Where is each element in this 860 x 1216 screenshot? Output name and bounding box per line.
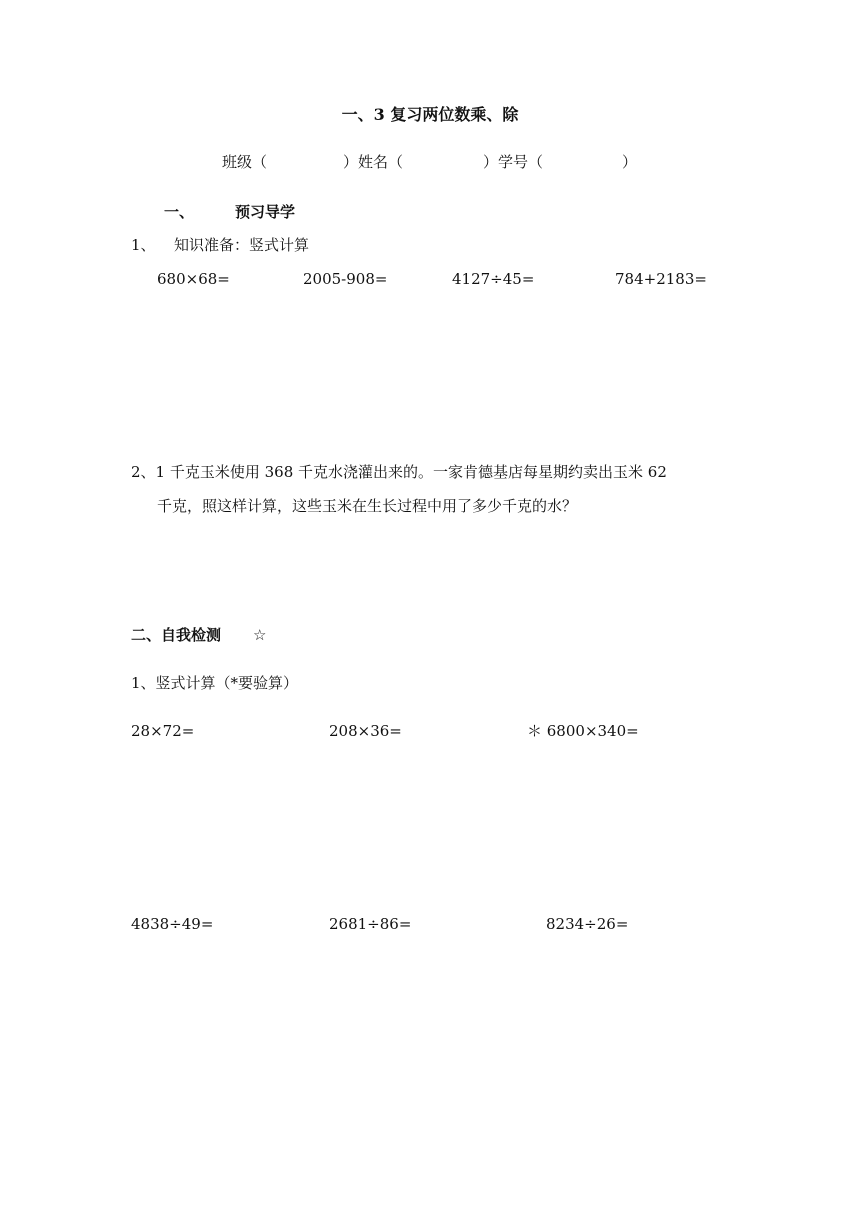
q1-text: 知识准备：竖式计算 bbox=[174, 236, 310, 254]
star-icon: ☆ bbox=[253, 626, 267, 644]
section2-title: 二、自我检测 bbox=[131, 626, 222, 644]
expression: 4127÷45= bbox=[452, 270, 535, 288]
expression: 680×68= bbox=[157, 270, 230, 288]
expression: 2681÷86= bbox=[329, 915, 412, 933]
expression: 2005-908= bbox=[303, 270, 388, 288]
section1-title: 预习导学 bbox=[235, 203, 296, 221]
q1-number: 1、 bbox=[131, 236, 156, 254]
student-number-label: ）学号（ bbox=[483, 153, 544, 171]
closing-parenthesis: ） bbox=[622, 153, 638, 171]
q2-line2: 千克，照这样计算，这些玉米在生长过程中用了多少千克的水？ bbox=[157, 497, 578, 515]
page-title: 一、3 复习两位数乘、除 bbox=[341, 105, 519, 124]
expression: 8234÷26= bbox=[546, 915, 629, 933]
section1-number: 一、 bbox=[164, 203, 195, 221]
expression: 4838÷49= bbox=[131, 915, 214, 933]
q2-line1: 2、1 千克玉米使用 368 千克水浇灌出来的。一家肯德基店每星期约卖出玉米 62 bbox=[131, 463, 667, 481]
expression: 28×72= bbox=[131, 722, 195, 740]
expression: 208×36= bbox=[329, 722, 402, 740]
expression: ＊ 6800×340= bbox=[527, 722, 639, 740]
name-label: ）姓名（ bbox=[343, 153, 404, 171]
section2-q1-text: 1、竖式计算（*要验算） bbox=[131, 674, 299, 692]
class-label: 班级（ bbox=[222, 153, 268, 171]
expression: 784+2183= bbox=[615, 270, 707, 288]
